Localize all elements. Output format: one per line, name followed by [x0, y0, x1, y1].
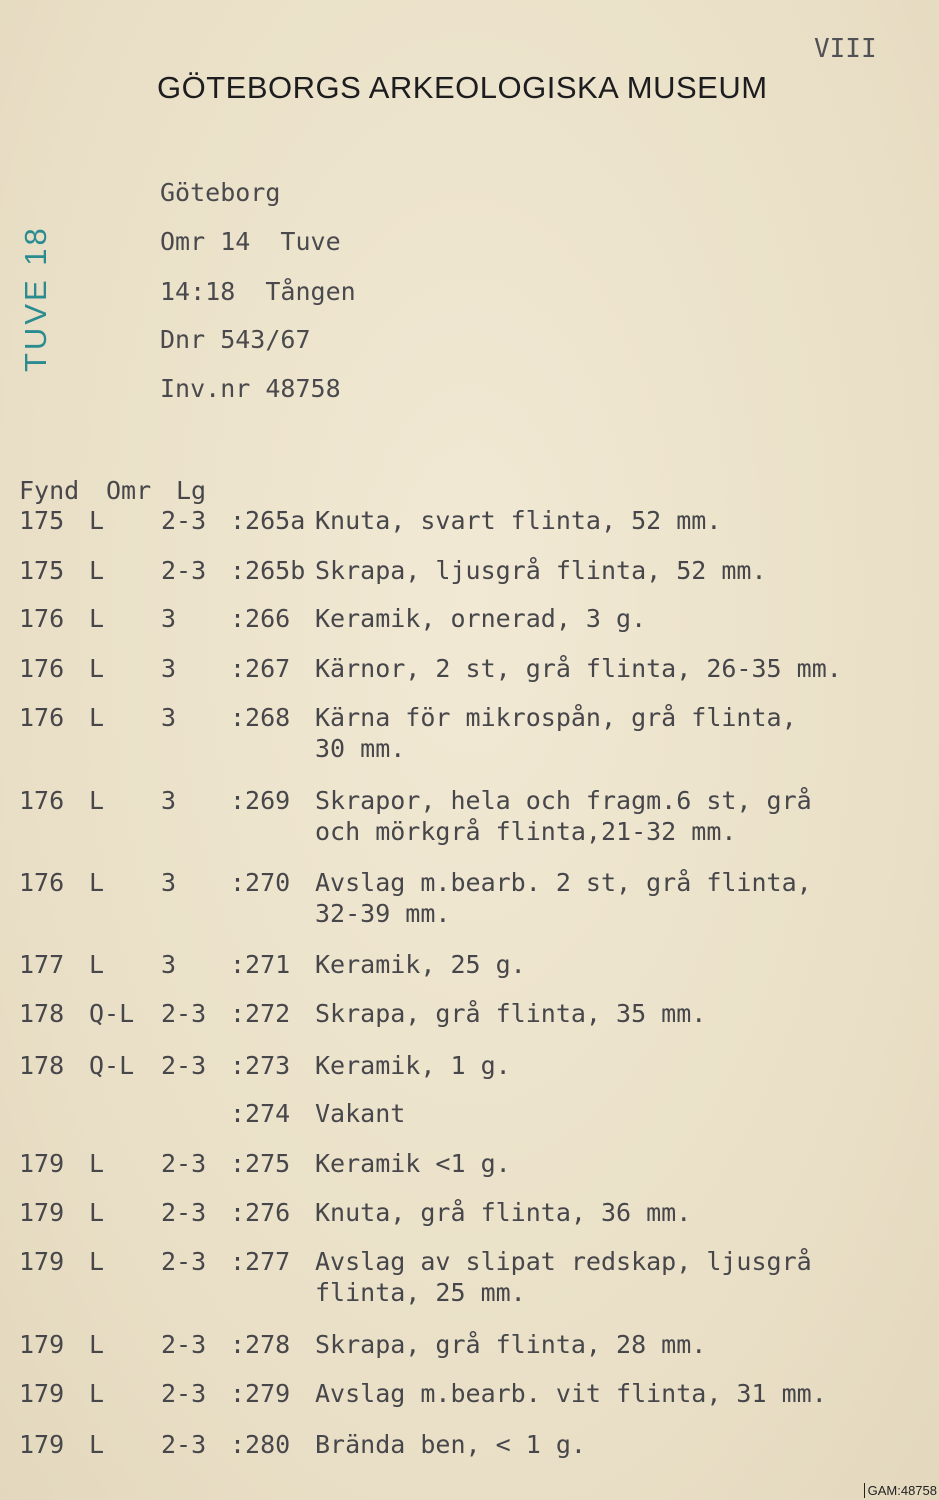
- row-desc2: 30 mm.: [315, 734, 406, 763]
- location-inv: Inv.nr 48758: [160, 374, 341, 403]
- row-desc: Keramik, 1 g.: [315, 1051, 511, 1080]
- row-desc: Skrapa, grå flinta, 28 mm.: [315, 1330, 707, 1359]
- row-omr: L: [89, 1430, 105, 1459]
- row-omr: L: [89, 868, 105, 897]
- row-num: :265a: [230, 506, 306, 535]
- row-fynd: 179: [19, 1430, 65, 1459]
- row-omr: L: [89, 1149, 105, 1178]
- row-num: :274: [230, 1099, 291, 1128]
- location-dnr: Dnr 543/67: [160, 325, 311, 354]
- row-omr: L: [89, 1198, 105, 1227]
- row-fynd: 176: [19, 786, 65, 815]
- row-omr: Q-L: [89, 1051, 135, 1080]
- row-desc: Brända ben, < 1 g.: [315, 1430, 586, 1459]
- row-desc: Kärnor, 2 st, grå flinta, 26-35 mm.: [315, 654, 842, 683]
- row-lg: 3: [161, 604, 177, 633]
- row-lg: 2-3: [161, 1198, 207, 1227]
- row-omr: L: [89, 703, 105, 732]
- row-desc: Keramik <1 g.: [315, 1149, 511, 1178]
- row-num: :269: [230, 786, 291, 815]
- row-fynd: 179: [19, 1247, 65, 1276]
- row-lg: 2-3: [161, 506, 207, 535]
- row-fynd: 175: [19, 506, 65, 535]
- row-desc: Knuta, grå flinta, 36 mm.: [315, 1198, 692, 1227]
- row-lg: 3: [161, 654, 177, 683]
- row-lg: 2-3: [161, 999, 207, 1028]
- row-num: :278: [230, 1330, 291, 1359]
- row-lg: 3: [161, 786, 177, 815]
- row-lg: 3: [161, 868, 177, 897]
- row-desc2: flinta, 25 mm.: [315, 1278, 526, 1307]
- row-lg: 2-3: [161, 1379, 207, 1408]
- row-omr: L: [89, 950, 105, 979]
- row-num: :266: [230, 604, 291, 633]
- reference-label: GAM:48758: [864, 1483, 937, 1498]
- museum-header: GÖTEBORGS ARKEOLOGISKA MUSEUM: [157, 70, 768, 105]
- row-num: :276: [230, 1198, 291, 1227]
- page-number: VIII: [814, 34, 877, 64]
- location-city: Göteborg: [160, 178, 281, 207]
- row-omr: L: [89, 1330, 105, 1359]
- row-desc: Keramik, ornerad, 3 g.: [315, 604, 647, 633]
- column-header-fynd: Fynd: [19, 476, 80, 505]
- row-desc2: 32-39 mm.: [315, 899, 451, 928]
- row-lg: 2-3: [161, 556, 207, 585]
- row-fynd: 175: [19, 556, 65, 585]
- row-omr: Q-L: [89, 999, 135, 1028]
- column-header-omr: Omr: [106, 476, 152, 505]
- row-desc: Skrapa, grå flinta, 35 mm.: [315, 999, 707, 1028]
- row-omr: L: [89, 1247, 105, 1276]
- row-num: :277: [230, 1247, 291, 1276]
- row-fynd: 177: [19, 950, 65, 979]
- row-fynd: 179: [19, 1198, 65, 1227]
- row-num: :265b: [230, 556, 306, 585]
- row-desc2: och mörkgrå flinta,21-32 mm.: [315, 817, 737, 846]
- row-desc: Knuta, svart flinta, 52 mm.: [315, 506, 722, 535]
- row-fynd: 179: [19, 1379, 65, 1408]
- row-desc: Avslag av slipat redskap, ljusgrå: [315, 1247, 812, 1276]
- row-lg: 2-3: [161, 1330, 207, 1359]
- row-num: :273: [230, 1051, 291, 1080]
- row-lg: 3: [161, 950, 177, 979]
- row-num: :270: [230, 868, 291, 897]
- row-omr: L: [89, 506, 105, 535]
- row-omr: L: [89, 786, 105, 815]
- location-site: 14:18 Tången: [160, 277, 356, 306]
- row-desc: Skrapa, ljusgrå flinta, 52 mm.: [315, 556, 767, 585]
- row-num: :267: [230, 654, 291, 683]
- row-num: :275: [230, 1149, 291, 1178]
- row-omr: L: [89, 654, 105, 683]
- row-omr: L: [89, 1379, 105, 1408]
- row-lg: 2-3: [161, 1430, 207, 1459]
- row-lg: 2-3: [161, 1247, 207, 1276]
- row-fynd: 179: [19, 1149, 65, 1178]
- row-desc: Avslag m.bearb. vit flinta, 31 mm.: [315, 1379, 827, 1408]
- row-lg: 2-3: [161, 1051, 207, 1080]
- row-desc: Vakant: [315, 1099, 406, 1128]
- row-num: :272: [230, 999, 291, 1028]
- row-num: :268: [230, 703, 291, 732]
- row-omr: L: [89, 604, 105, 633]
- row-fynd: 178: [19, 1051, 65, 1080]
- row-desc: Avslag m.bearb. 2 st, grå flinta,: [315, 868, 812, 897]
- row-num: :279: [230, 1379, 291, 1408]
- row-omr: L: [89, 556, 105, 585]
- row-fynd: 178: [19, 999, 65, 1028]
- row-desc: Kärna för mikrospån, grå flinta,: [315, 703, 797, 732]
- row-fynd: 176: [19, 868, 65, 897]
- location-area: Omr 14 Tuve: [160, 227, 341, 256]
- row-num: :271: [230, 950, 291, 979]
- row-lg: 3: [161, 703, 177, 732]
- row-num: :280: [230, 1430, 291, 1459]
- row-lg: 2-3: [161, 1149, 207, 1178]
- row-desc: Keramik, 25 g.: [315, 950, 526, 979]
- row-fynd: 176: [19, 604, 65, 633]
- row-fynd: 179: [19, 1330, 65, 1359]
- column-header-lg: Lg: [176, 476, 207, 505]
- side-stamp: TUVE 18: [18, 225, 53, 372]
- row-fynd: 176: [19, 703, 65, 732]
- row-desc: Skrapor, hela och fragm.6 st, grå: [315, 786, 812, 815]
- row-fynd: 176: [19, 654, 65, 683]
